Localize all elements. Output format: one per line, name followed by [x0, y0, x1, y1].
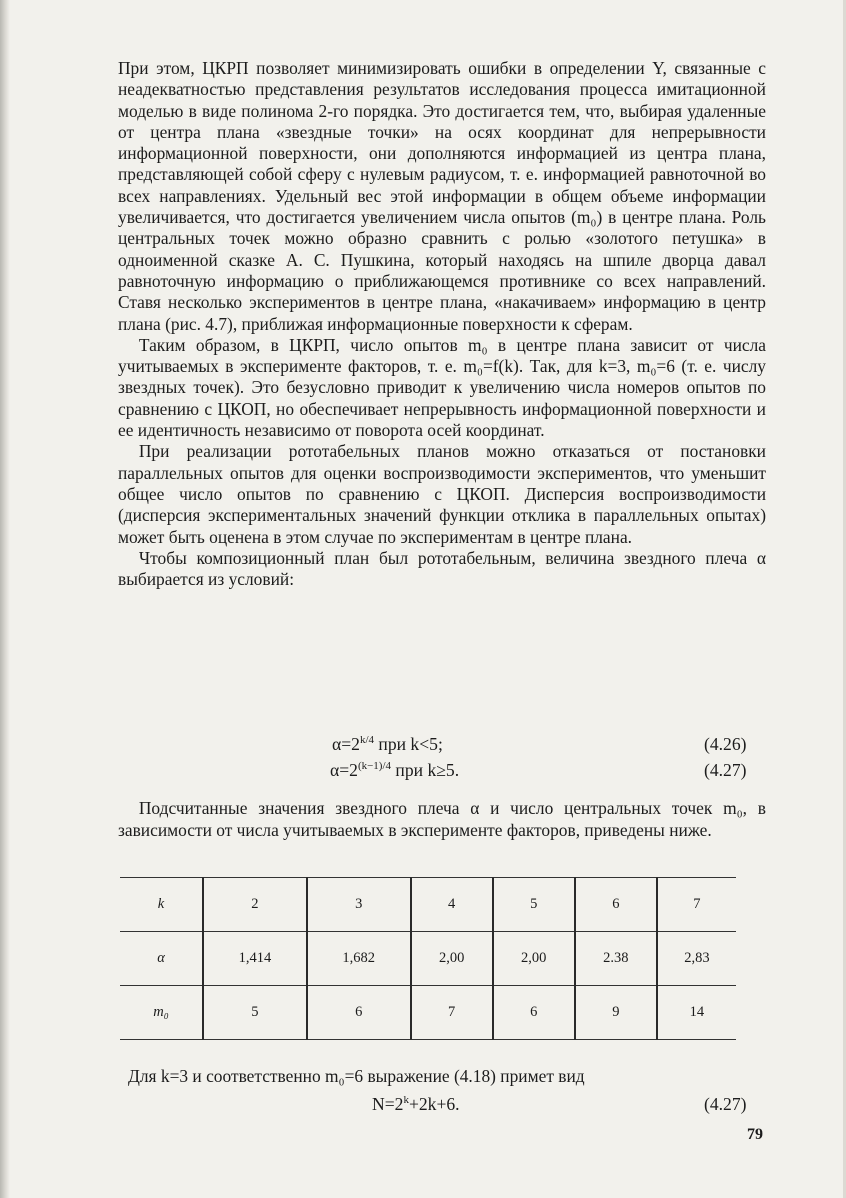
page-number: 79 [747, 1126, 763, 1143]
paragraph-5: Подсчитанные значения звездного плеча α и число центральных точек m₀, в зависимости от числа учитываемых в эксперименте факторов, приведены ниже. [118, 798, 766, 840]
table-cell: 5 [493, 878, 575, 932]
formula-4-26 [332, 734, 443, 755]
table-row-k [120, 878, 736, 932]
table-cell: 2.38 [575, 932, 657, 986]
page-edge-shadow [0, 0, 10, 1198]
table-cell: 1,682 [307, 932, 411, 986]
table-cell: 6 [307, 986, 411, 1040]
table-row-label: k [157, 896, 165, 912]
table-cell: 4 [411, 878, 493, 932]
table-row-label: m₀ [153, 1004, 169, 1020]
formula-4-26-condition: при k<5; [374, 734, 443, 754]
formula-final-exponent: k [403, 1094, 409, 1107]
table-cell: 5 [203, 986, 307, 1040]
formula-4-26-lhs: α=2 [332, 734, 360, 754]
formula-4-27-lhs: α=2 [330, 760, 358, 780]
paragraph-3: При реализации рототабельных планов можно отказаться от постановки параллельных опытов для оценки воспроизводимости экспериментов, что уменьшит общее число опытов по сравнению с ЦКОП. Дисперсия воспроизводимости (дисперсия экспериментальных значений функции отклика в параллельных опытах) может быть оценена в этом случае по экспериментам в центре плана. [118, 441, 766, 547]
formula-final-lhs: N=2 [372, 1094, 404, 1114]
equation-number-final: (4.27) [704, 1094, 747, 1114]
final-sentence: Для k=3 и соответственно m₀=6 выражение (4.18) примет вид [128, 1066, 585, 1086]
formula-final [372, 1094, 460, 1115]
table-cell: 6 [575, 878, 657, 932]
formula-4-27-exponent: (k−1)/4 [357, 760, 392, 773]
table-cell: 2,83 [657, 932, 736, 986]
table-cell: 9 [575, 986, 657, 1040]
table-cell: 1,414 [203, 932, 307, 986]
table-cell: 2,00 [493, 932, 575, 986]
equation-number-4-26: (4.26) [704, 734, 747, 754]
paragraph-1: При этом, ЦКРП позволяет минимизировать ошибки в определении Y, связанные с неадекватностью представления результатов исследования процесса имитационной моделью в виде полинома 2-го порядка. Это достигается тем, что, выбирая удаленные от центра плана «звездные точки» на осях координат для непрерывности информационной поверхности, они дополняются информацией из центра плана, представляющей собой сферу с нулевым радиусом, т. е. информацией равноточной во всех направлениях. Удельный вес этой информации в общем объеме информации увеличивается, что достигается увеличением числа опытов (m₀) в центре плана. Роль центральных точек можно образно сравнить с ролью «золотого петушка» в одноименной сказке А. С. Пушкина, который находясь на шпиле дворца давал равноточную информацию о приближающемся противнике со всех направлений. Ставя несколько экспериментов в центре плана, «накачиваем» информацию в центр плана (рис. 4.7), приближая информационные поверхности к сферам. [118, 58, 766, 334]
table-cell: 7 [657, 878, 736, 932]
table-cell: 6 [493, 986, 575, 1040]
table-cell: 7 [411, 986, 493, 1040]
values-table [120, 877, 736, 1040]
formula-4-27 [330, 760, 459, 781]
table-row-alpha [120, 932, 736, 986]
paragraph-after-formulas [118, 798, 766, 841]
table-cell: 3 [307, 878, 411, 932]
table-cell: 14 [657, 986, 736, 1040]
table-row-label: α [157, 950, 165, 966]
formula-4-26-exponent: k/4 [359, 734, 374, 747]
table-cell: 2,00 [411, 932, 493, 986]
formula-final-rest: +2k+6. [408, 1094, 460, 1114]
formula-4-27-condition: при k≥5. [391, 760, 460, 780]
equation-number-4-27: (4.27) [704, 760, 747, 780]
paragraph-2: Таким образом, в ЦКРП, число опытов m₀ в центре плана зависит от числа учитываемых в эксперименте факторов, т. е. m₀=f(k). Так, для k=3, m₀=6 (т. е. числу звездных точек). Это безусловно приводит к увеличению числа номеров опытов по сравнению с ЦКОП, но обеспечивает непрерывность информационной поверхности и ее идентичность независимо от поворота осей координат. [118, 334, 766, 441]
main-text [118, 58, 766, 590]
table-row-m0 [120, 986, 736, 1040]
table-cell: 2 [203, 878, 307, 932]
paragraph-4: Чтобы композиционный план был рототабельным, величина звездного плеча α выбирается из условий: [118, 547, 766, 590]
